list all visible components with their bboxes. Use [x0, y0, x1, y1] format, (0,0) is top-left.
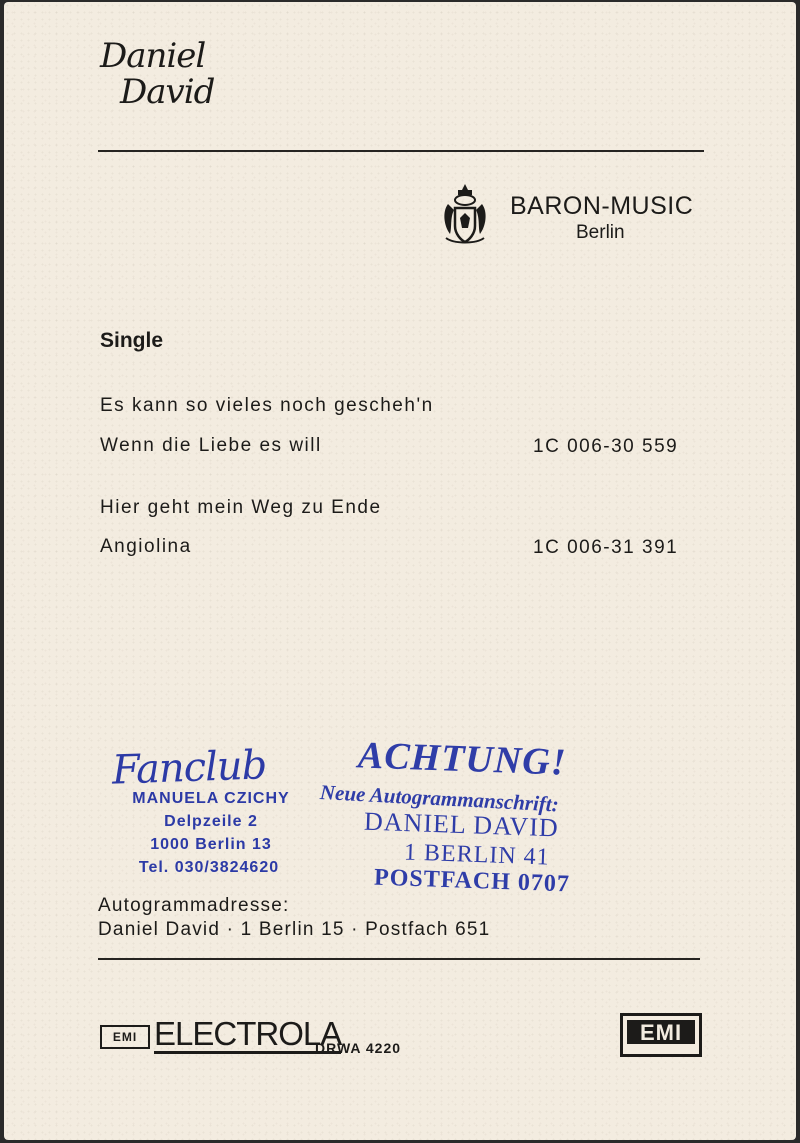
autograph-address: Daniel David · 1 Berlin 15 · Postfach 651 [98, 919, 491, 940]
bottom-divider [98, 958, 700, 960]
notice-city: 1 BERLIN 41 [403, 839, 551, 871]
track-title: Es kann so vieles noch gescheh'n [100, 395, 434, 416]
track-title: Hier geht mein Weg zu Ende [100, 497, 382, 518]
fanclub-city: 1000 Berlin 13 [150, 836, 272, 853]
notice-headline: ACHTUNG! [357, 734, 568, 784]
fanclub-name: MANUELA CZICHY [132, 790, 290, 807]
crest-icon [440, 182, 490, 248]
fanclub-phone: Tel. 030/3824620 [138, 859, 280, 876]
emi-small-logo: EMI [100, 1025, 150, 1049]
catalog-number: 1C 006-30 559 [533, 436, 679, 457]
artist-logo [100, 38, 214, 110]
emi-logo [620, 1013, 702, 1057]
electrola-logo: ELECTROLA [154, 1015, 342, 1052]
label-city: Berlin [576, 222, 625, 243]
autograph-card [4, 2, 796, 1140]
label-name: BARON-MUSIC [510, 192, 694, 220]
catalog-number: 1C 006-31 391 [533, 537, 679, 558]
notice-name: DANIEL DAVID [363, 806, 560, 843]
autograph-label: Autogrammadresse: [98, 895, 290, 916]
notice-pobox: POSTFACH 0707 [373, 864, 571, 898]
track-title: Wenn die Liebe es will [100, 435, 322, 456]
track-title: Angiolina [100, 536, 192, 557]
fanclub-signature: Fanclub [111, 742, 267, 794]
section-title: Single [100, 329, 164, 352]
logo-line-2: David [120, 72, 215, 112]
notice-subline: Neue Autogrammanschrift: [319, 780, 560, 817]
top-divider [98, 150, 704, 152]
emi-logo-text: EMI [627, 1020, 695, 1044]
fanclub-street: Delpzeile 2 [164, 813, 258, 830]
logo-line-1: Daniel [100, 36, 206, 76]
print-code: DRWA 4220 [315, 1040, 402, 1056]
